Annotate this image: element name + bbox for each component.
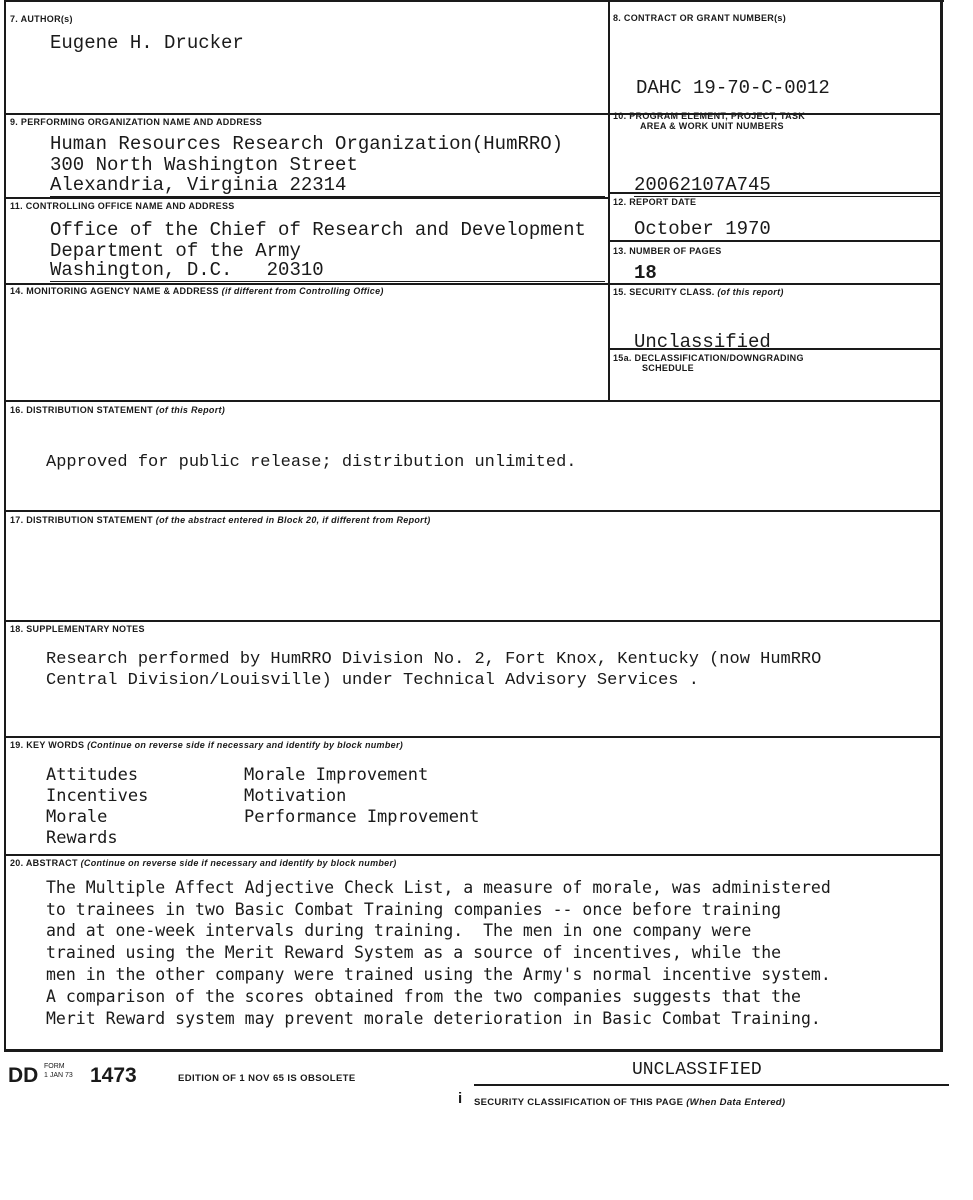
form-id: DD: [8, 1064, 39, 1087]
distribution-statement-label: 16. DISTRIBUTION STATEMENT (of this Report): [10, 405, 226, 415]
classification-underline: [474, 1084, 949, 1086]
row-divider-17: [4, 510, 941, 512]
abstract-line: Merit Reward system may prevent morale deterioration in Basic Combat Training.: [46, 1009, 821, 1028]
abstract-line: trained using the Merit Reward System as a source of incentives, while the: [46, 943, 782, 962]
contract-number-label: 8. CONTRACT OR GRANT NUMBER(s): [613, 13, 786, 23]
row-divider-11: [4, 197, 608, 199]
performing-org-line-2: 300 North Washington Street: [50, 154, 358, 176]
classification-text: UNCLASSIFIED: [632, 1060, 762, 1080]
abstract-label: 20. ABSTRACT (Continue on reverse side if necessary and identify by block number): [10, 858, 397, 868]
monitoring-agency-label: 14. MONITORING AGENCY NAME & ADDRESS (if different from Controlling Office): [10, 286, 384, 296]
key-word: Performance Improvement: [244, 807, 480, 827]
contract-number-value: DAHC 19-70-C-0012: [636, 77, 830, 99]
key-word: Morale: [46, 807, 108, 827]
abstract-line: A comparison of the scores obtained from the two companies suggests that the: [46, 987, 801, 1006]
row-divider-14: [4, 283, 941, 285]
security-class-label: 15. SECURITY CLASS. (of this report): [613, 287, 784, 297]
security-classification-label: SECURITY CLASSIFICATION OF THIS PAGE (When Data Entered): [474, 1097, 786, 1108]
row-divider-18: [4, 620, 941, 622]
abstract-line: men in the other company were trained using the Army's normal incentive system.: [46, 965, 831, 984]
distribution-statement-value: Approved for public release; distribution unlimited.: [46, 453, 577, 472]
declassification-label-1: 15a. DECLASSIFICATION/DOWNGRADING: [613, 353, 804, 363]
form-small-label: FORM 1 JAN 73: [44, 1063, 73, 1079]
row-divider-16: [4, 400, 941, 402]
report-date-value: October 1970: [634, 218, 771, 240]
row-divider-20: [4, 854, 941, 856]
performing-org-line-1: Human Resources Research Organization(HumRRO): [50, 133, 564, 155]
key-words-label: 19. KEY WORDS (Continue on reverse side if necessary and identify by block number): [10, 740, 404, 750]
controlling-office-label: 11. CONTROLLING OFFICE NAME AND ADDRESS: [10, 201, 235, 211]
controlling-office-line-3: Washington, D.C. 20310: [50, 259, 605, 282]
key-word: Rewards: [46, 828, 118, 848]
column-divider: [608, 0, 610, 401]
author-label: 7. AUTHOR(s): [10, 14, 73, 24]
supplementary-notes-line-1: Research performed by HumRRO Division No. 2, Fort Knox, Kentucky (now HumRRO: [46, 650, 822, 669]
abstract-line: The Multiple Affect Adjective Check List, a measure of morale, was administered: [46, 878, 831, 897]
key-word: Attitudes: [46, 765, 139, 785]
program-element-label-1: 10. PROGRAM ELEMENT, PROJECT, TASK: [613, 111, 806, 121]
key-word: Incentives: [46, 786, 149, 806]
controlling-office-line-1: Office of the Chief of Research and Development: [50, 219, 586, 241]
security-class-value: Unclassified: [634, 331, 771, 353]
supplementary-notes-label: 18. SUPPLEMENTARY NOTES: [10, 624, 145, 634]
performing-org-label: 9. PERFORMING ORGANIZATION NAME AND ADDRESS: [10, 117, 263, 127]
abstract-line: and at one-week intervals during training. The men in one company were: [46, 921, 752, 940]
controlling-office-line-2: Department of the Army: [50, 240, 301, 262]
performing-org-line-3: Alexandria, Virginia 22314: [50, 174, 605, 197]
number-of-pages-value: 18: [634, 262, 657, 284]
row-divider-19: [4, 736, 941, 738]
key-word: Motivation: [244, 786, 347, 806]
form-number: 1473: [90, 1064, 137, 1087]
program-element-label-2: AREA & WORK UNIT NUMBERS: [640, 121, 784, 131]
number-of-pages-label: 13. NUMBER OF PAGES: [613, 246, 722, 256]
row-divider-13: [608, 240, 941, 242]
report-date-label: 12. REPORT DATE: [613, 197, 697, 207]
edition-note: EDITION OF 1 NOV 65 IS OBSOLETE: [178, 1073, 356, 1084]
form-bottom-border: [4, 1049, 943, 1052]
form-top-border: [4, 0, 944, 2]
abstract-line: to trainees in two Basic Combat Training companies -- once before training: [46, 900, 782, 919]
author-value: Eugene H. Drucker: [50, 32, 244, 54]
form-left-border: [4, 0, 6, 1050]
abstract-distribution-label: 17. DISTRIBUTION STATEMENT (of the abstract entered in Block 20, if different from Report): [10, 515, 431, 525]
supplementary-notes-line-2: Central Division/Louisville) under Technical Advisory Services .: [46, 671, 699, 690]
program-element-value: 20062107A745: [634, 174, 940, 197]
key-word: Morale Improvement: [244, 765, 429, 785]
page-mark: i: [458, 1090, 463, 1107]
declassification-label-2: SCHEDULE: [642, 363, 694, 373]
form-right-border: [940, 0, 943, 1052]
